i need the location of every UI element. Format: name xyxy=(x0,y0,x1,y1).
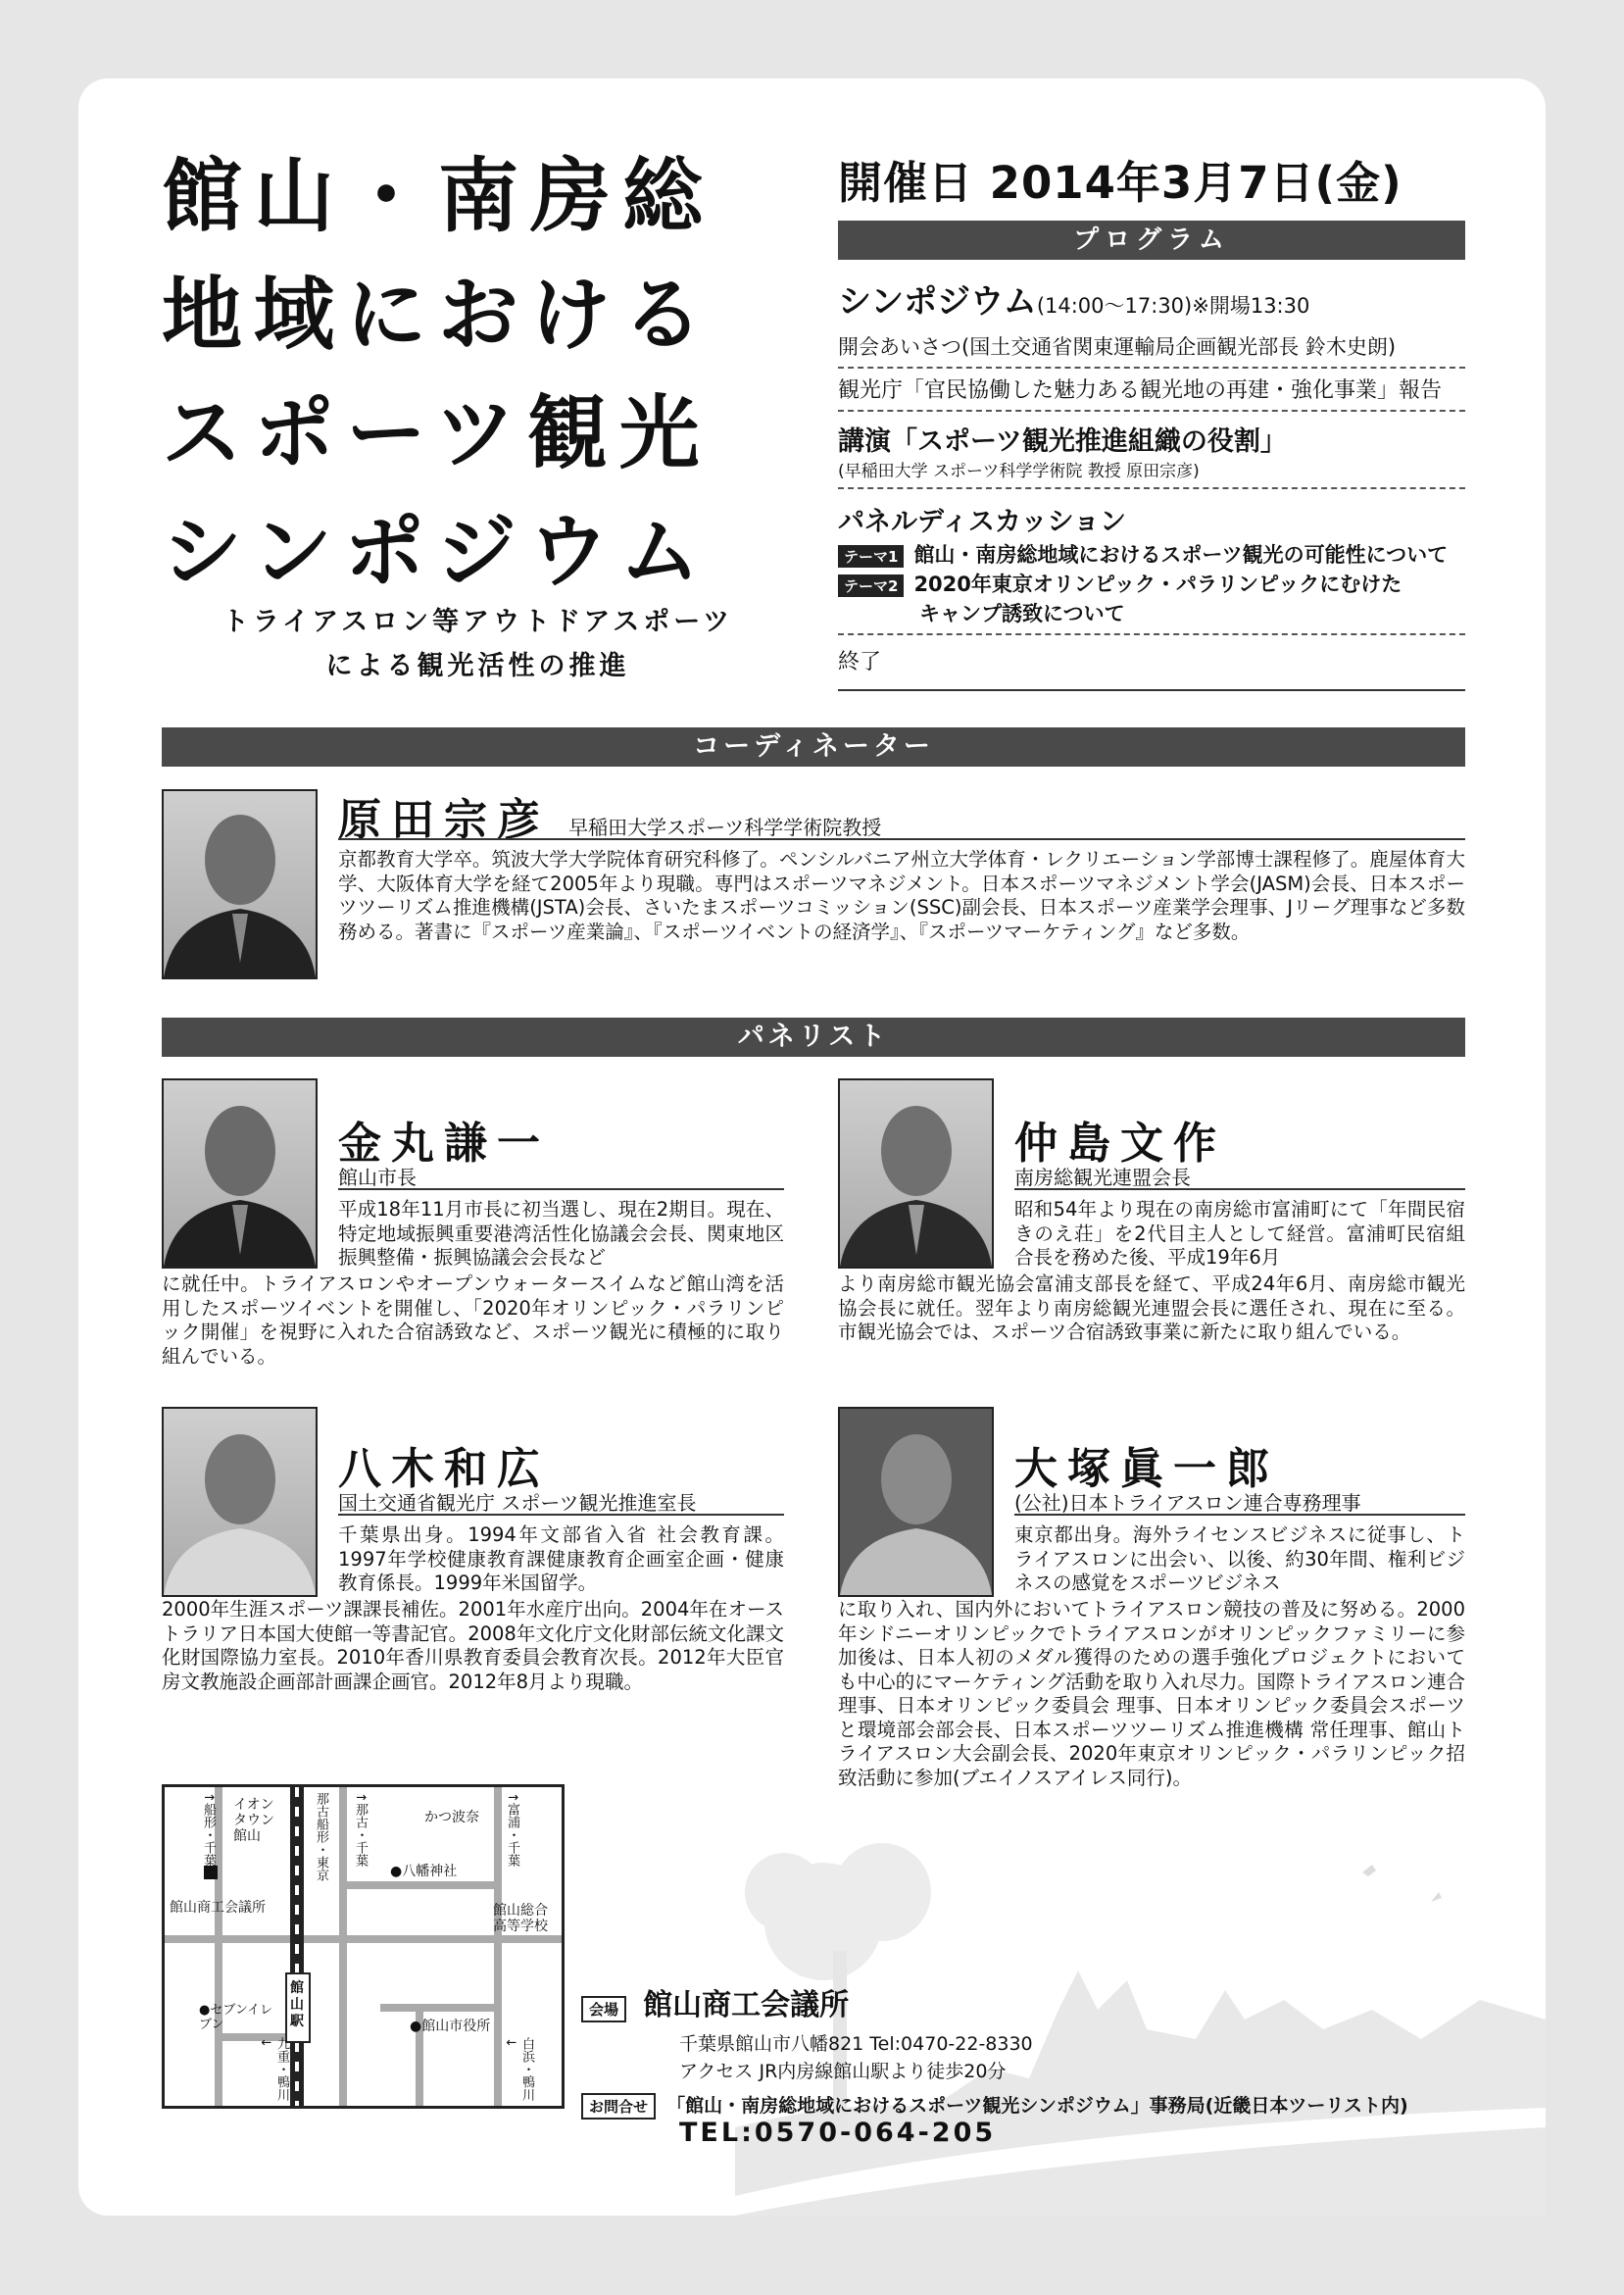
map-katsu: かつ波奈 xyxy=(424,1810,479,1825)
map-road-nakofunagata: 那古船形・東京 xyxy=(314,1792,328,1881)
panelist1-photo xyxy=(162,1078,318,1269)
main-title: 館山・南房総 地域における スポーツ観光 シンポジウム xyxy=(162,150,715,599)
venue-access: アクセス JR内房線館山駅より徒歩20分 xyxy=(679,2061,1007,2082)
panelist2-name: 仲島文作 xyxy=(1014,1119,1226,1169)
symposium-heading: シンポジウム(14:00〜17:30)※開場13:30 xyxy=(838,282,1310,322)
panelist1-bio-side: 平成18年11月市長に初当選し、現在2期目。現在、特定地域振興重要港湾活性化協議会会長、関東地区振興整備・振興協議会会長など xyxy=(338,1198,784,1269)
program-panel-title: パネルディスカッション xyxy=(838,507,1127,537)
program-theme2: テーマ2 2020年東京オリンピック・パラリンピックにむけた キャンプ誘致について xyxy=(838,569,1465,635)
coordinator-rule xyxy=(338,838,1465,840)
contact-tel: TEL:0570-064-205 xyxy=(679,2118,997,2148)
map-shokokaigisho: 館山商工会議所 xyxy=(170,1900,266,1916)
map-road-tomiura: ↑富浦・千葉 xyxy=(505,1792,519,1867)
coordinator-name: 原田宗彦 xyxy=(338,795,550,845)
panelist2-rule xyxy=(1014,1188,1465,1190)
program-opening: 開会あいさつ(国土交通省関東運輸局企画観光部長 鈴木史朗) xyxy=(838,331,1465,369)
panelists-header: パネリスト xyxy=(162,1018,1465,1057)
map-station: 館山駅 xyxy=(290,1980,304,2029)
venue-name: 館山商工会議所 xyxy=(643,1988,850,2022)
panelist4-bio: に取り入れ、国内外においてトライアスロン競技の普及に努める。2000年シドニーオリンピックでトライアスロンがオリンピックファミリーに参加後は、日本人初のメダル獲得のための選手強化プロジェクトにおいても中心的にマーケティング活動を取り入れ尽力。国際トライアスロン連合 理事、日本オリンピック委員会 理事、日本オリンピック委員会スポーツと環境部会部会長、日本スポーツツーリズム推進機構 常任理事、館山トライアスロン大会副会長、2020年東京オリンピック・パラリンピック招致活動に参加(ブエイノスアイレス同行)。 xyxy=(838,1598,1465,1789)
contact-row xyxy=(581,2091,1408,2120)
event-date: 開催日 2014年3月7日(金) xyxy=(838,157,1403,209)
panelist1-rule xyxy=(338,1188,784,1190)
panelist3-rule xyxy=(338,1514,784,1516)
contact-text: 「館山・南房総地域におけるスポーツ観光シンポジウム」事務局(近畿日本ツーリスト内) xyxy=(666,2095,1408,2117)
panelist1-affiliation: 館山市長 xyxy=(338,1166,417,1189)
program-lecture-speaker: (早稲田大学 スポーツ科学学術院 教授 原田宗彦) xyxy=(838,457,1465,489)
theme2-label: テーマ2 xyxy=(838,574,904,597)
panelist1-name: 金丸謙一 xyxy=(338,1119,550,1169)
theme1-label: テーマ1 xyxy=(838,545,904,568)
coordinator-header: コーディネーター xyxy=(162,727,1465,767)
map-aeon: イオンタウン館山 xyxy=(233,1797,274,1844)
symposium-time: (14:00〜17:30)※開場13:30 xyxy=(1036,294,1310,318)
map-highschool: 館山総合高等学校 xyxy=(493,1903,548,1934)
panelist3-name: 八木和広 xyxy=(338,1444,550,1494)
map-road-kujukuri: 九重・鴨川↓ xyxy=(258,2037,289,2101)
panelist4-bio-side: 東京都出身。海外ライセンスビジネスに従事し、トライアスロンに出会い、以後、約30年間、権利ビジネスの感覚をスポーツビジネス xyxy=(1014,1523,1465,1594)
panelist4-name: 大塚眞一郎 xyxy=(1014,1444,1279,1494)
program-lecture-title: 講演「スポーツ観光推進組織の役割」 xyxy=(838,426,1287,457)
panelist2-affiliation: 南房総観光連盟会長 xyxy=(1014,1166,1191,1189)
panelist2-bio-side: 昭和54年より現在の南房総市富浦町にて「年間民宿 きのえ荘」を2代目主人として経営。富浦町民宿組合長を務めた後、平成19年6月 xyxy=(1014,1198,1465,1269)
panelist2-bio: より南房総市観光協会富浦支部長を経て、平成24年6月、南房総市観光協会長に就任。翌年より南房総観光連盟会長に選任され、現在に至る。市観光協会では、スポーツ合宿誘致事業に新たに取り組んでいる。 xyxy=(838,1272,1465,1343)
venue-heading xyxy=(581,1980,849,2023)
panelist3-bio: 2000年生涯スポーツ課課長補佐。2001年水産庁出向。2004年在オーストラリア日本国大使館一等書記官。2008年文化庁文化財部伝統文化課文化財国際協力室長。2010年香川県教育委員会教育次長。2012年大臣官房文教施設企画部計画課企画官。2012年8月より現職。 xyxy=(162,1598,784,1693)
contact-tag: お問合せ xyxy=(581,2093,656,2120)
scenery-silhouette xyxy=(735,1833,1546,2216)
map-road-nago: ↑那古・千葉 xyxy=(353,1792,368,1867)
panelist1-bio: に就任中。トライアスロンやオープンウォータースイムなど館山湾を活用したスポーツイベントを開催し、「2020年オリンピック・パラリンピック開催」を視野に入れた合宿誘致など、スポーツ観光に積極的に取り組んでいる。 xyxy=(162,1272,784,1368)
panelist3-photo xyxy=(162,1407,318,1597)
venue-tag: 会場 xyxy=(581,1996,626,2022)
program-report: 観光庁「官民協働した魅力ある観光地の再建・強化事業」報告 xyxy=(838,374,1465,412)
map-road-funagata: ↑船形・千葉 xyxy=(201,1792,216,1867)
main-subtitle: トライアスロン等アウトドアスポーツ による観光活性の推進 xyxy=(221,607,734,681)
panelist3-bio-side: 千葉県出身。1994年文部省入省 社会教育課。1997年学校健康教育課健康教育企画室企画・健康教育係長。1999年米国留学。 xyxy=(338,1523,784,1594)
panelist3-affiliation: 国土交通省観光庁 スポーツ観光推進室長 xyxy=(338,1491,697,1515)
program-closing: 終了 xyxy=(838,645,1465,691)
venue-address: 千葉県館山市八幡821 Tel:0470-22-8330 xyxy=(679,2033,1033,2055)
access-map xyxy=(162,1784,565,2109)
map-road-shirahama: 白浜・鴨川↓ xyxy=(503,2037,534,2101)
map-city-hall: ●館山市役所 xyxy=(410,2019,491,2034)
panelist2-photo xyxy=(838,1078,994,1269)
program-header: プログラム xyxy=(838,221,1465,260)
program-theme1: テーマ1 館山・南房総地域におけるスポーツ観光の可能性について xyxy=(838,539,1465,569)
panelist4-photo xyxy=(838,1407,994,1597)
panelist4-rule xyxy=(1014,1514,1465,1516)
map-seven: ●セブンイレブン xyxy=(199,2003,273,2032)
coordinator-bio: 京都教育大学卒。筑波大学大学院体育研究科修了。ペンシルバニア州立大学体育・レクリエーション学部博士課程修了。鹿屋体育大学、大阪体育大学を経て2005年より現職。専門はスポーツマネジメント。日本スポーツマネジメント学会(JASM)会長、日本スポーツツーリズム推進機構(JSTA)会長、さいたまスポーツコミッション(SSC)副会長、日本スポーツ産業学会理事、Jリーグ理事など多数務める。著書に『スポーツ産業論』、『スポーツイベントの経済学』、『スポーツマーケティング』など多数。 xyxy=(338,848,1465,943)
coordinator-affiliation: 早稲田大学スポーツ科学学術院教授 xyxy=(568,816,882,839)
coordinator-photo xyxy=(162,789,318,979)
panelist4-affiliation: (公社)日本トライアスロン連合専務理事 xyxy=(1014,1491,1361,1515)
map-hachiman: ●八幡神社 xyxy=(390,1864,458,1879)
